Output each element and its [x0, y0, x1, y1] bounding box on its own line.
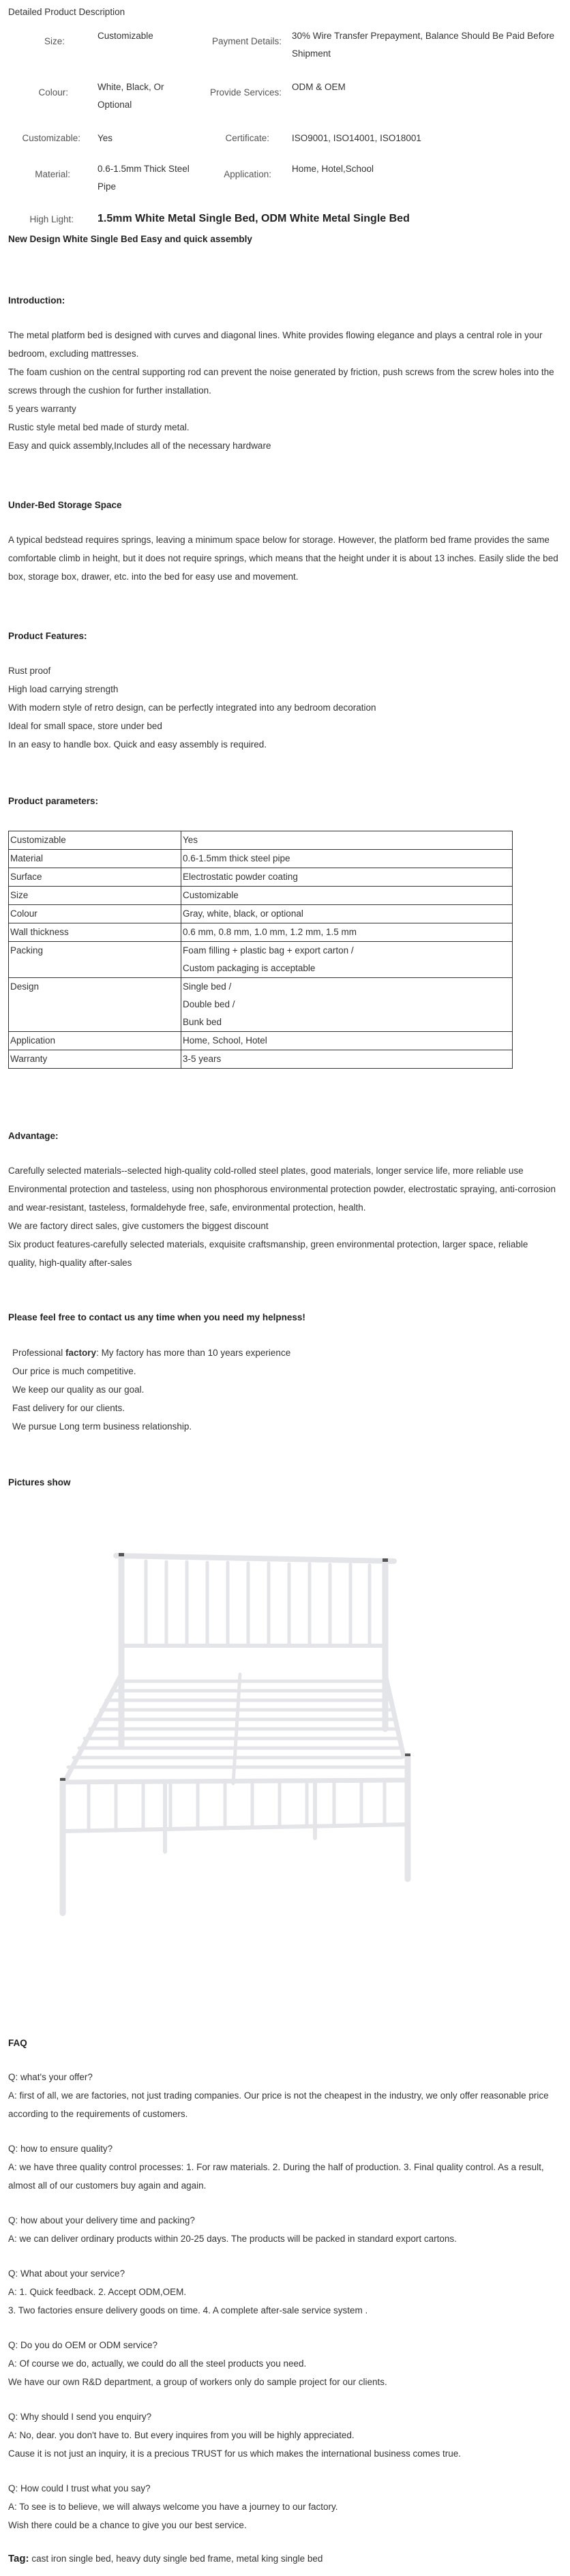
tag-line — [8, 2553, 322, 2564]
faq-question: Q: what's your offer? — [8, 2072, 93, 2082]
tag-link[interactable]: heavy duty single bed frame — [116, 2553, 232, 2564]
param-value: Electrostatic powder coating — [181, 868, 513, 887]
list-item: We pursue Long term business relationship. — [12, 1421, 192, 1432]
tag-link[interactable]: cast iron single bed — [31, 2553, 111, 2564]
faq-question: Q: What about your service? — [8, 2268, 125, 2279]
pictures-title: Pictures show — [8, 1477, 71, 1487]
advantage-title: Advantage: — [8, 1131, 59, 1141]
spec-label: Size: — [44, 36, 65, 46]
bed-illustration — [8, 1511, 425, 1988]
storage-text: A typical bedstead requires springs, leaving a minimum space below for storage. However, the platform bed frame provides the same comfortable climb in height, but it does not require springs, which means that the height under it is about 13 inches. Easily slide the bed box, storage box, drawer, etc. into the bed for easy use and movement. — [8, 535, 558, 582]
faq-question: Q: Do you do OEM or ODM service? — [8, 2340, 158, 2350]
faq-question: Q: How could I trust what you say? — [8, 2483, 151, 2493]
spec-label: Customizable: — [22, 133, 80, 143]
spec-label: Certificate: — [225, 133, 269, 143]
parameters-title: Product parameters: — [8, 796, 99, 806]
faq-answer: A: Of course we do, actually, we could do all the steel products you need. — [8, 2358, 307, 2369]
faq-list — [8, 2068, 549, 2534]
table-row — [9, 868, 513, 887]
param-value: 3-5 years — [181, 1050, 513, 1069]
spec-value: 0.6-1.5mm Thick Steel Pipe — [97, 164, 190, 192]
page-header-title: Detailed Product Description — [8, 7, 125, 17]
list-item: Professional factory: My factory has more than 10 years experience — [12, 1348, 291, 1358]
introduction-text: The metal platform bed is designed with curves and diagonal lines. White provides flowing elegance and plays a central role in your bedroom, excluding mattresses. The foam cushion on the central supporting rod can prevent the noise generated by friction, push screws from the screw holes into the screws through the cushion for further installation. 5 years warranty Rustic style metal bed made of sturdy metal. Easy and quick assembly,Includes all of the necessary hardware — [8, 330, 554, 451]
faq-answer: according to the requirements of customers. — [8, 2109, 188, 2119]
table-row — [9, 905, 513, 923]
faq-question: Q: how to ensure quality? — [8, 2144, 113, 2154]
storage-title: Under-Bed Storage Space — [8, 500, 122, 510]
faq-question: Q: Why should I send you enquiry? — [8, 2412, 152, 2422]
list-item: We keep our quality as our goal. — [12, 1385, 145, 1395]
spec-value: Customizable — [97, 31, 153, 41]
table-row — [9, 978, 513, 1032]
faq-answer: We have our own R&D department, a group of workers only do sample project for our clients. — [8, 2377, 387, 2387]
param-value: Foam filling + plastic bag + export carton / Custom packaging is acceptable — [181, 942, 513, 978]
list-item: Fast delivery for our clients. — [12, 1403, 125, 1413]
table-row — [9, 1032, 513, 1050]
list-item: Our price is much competitive. — [12, 1366, 136, 1376]
param-key: Surface — [9, 868, 181, 887]
parameters-table — [8, 831, 513, 1069]
spec-value: 30% Wire Transfer Prepayment, Balance Should Be Paid Before Shipment — [292, 31, 554, 59]
faq-answer: A: To see is to believe, we will always welcome you have a journey to our factory. — [8, 2502, 338, 2512]
product-headline: New Design White Single Bed Easy and quick assembly — [8, 234, 252, 244]
param-key: Colour — [9, 905, 181, 923]
param-key: Material — [9, 850, 181, 868]
spec-value: Yes — [97, 133, 113, 143]
spec-value: White, Black, Or Optional — [97, 82, 164, 110]
faq-answer: almost all of our customers buy again and again. — [8, 2180, 207, 2191]
highlight-label: High Light: — [29, 214, 74, 224]
param-value: Customizable — [181, 887, 513, 905]
param-key: Packing — [9, 942, 181, 978]
spec-value: Home, Hotel,School — [292, 164, 374, 174]
faq-answer: Cause it is not just an inquiry, it is a precious TRUST for us which makes the international business comes true. — [8, 2448, 462, 2459]
table-row — [9, 1050, 513, 1069]
faq-answer: A: we have three quality control processes: 1. For raw materials. 2. During the half of production. 3. Final quality control. As a result, — [8, 2162, 544, 2172]
contact-title: Please feel free to contact us any time when you need my helpness! — [8, 1312, 305, 1322]
param-value: Single bed / Double bed / Bunk bed — [181, 978, 513, 1032]
faq-title: FAQ — [8, 2038, 27, 2048]
faq-answer: A: 1. Quick feedback. 2. Accept ODM,OEM. — [8, 2287, 187, 2297]
spec-value: ISO9001, ISO14001, ISO18001 — [292, 133, 421, 143]
table-row — [9, 850, 513, 868]
tag-separator: , — [231, 2553, 234, 2564]
spec-value: ODM & OEM — [292, 82, 346, 92]
tag-label: Tag: — [8, 2553, 29, 2564]
faq-answer: A: No, dear. you don't have to. But every inquires from you will be highly appreciated. — [8, 2430, 355, 2440]
highlight-value: 1.5mm White Metal Single Bed, ODM White Metal Single Bed — [97, 213, 410, 224]
faq-answer: A: first of all, we are factories, not just trading companies. Our price is not the cheapest in the industry, we only offer reasonable price — [8, 2090, 549, 2101]
spec-label: Payment Details: — [211, 36, 282, 46]
faq-question: Q: how about your delivery time and packing? — [8, 2215, 195, 2225]
features-title: Product Features: — [8, 631, 87, 641]
table-row — [9, 923, 513, 942]
introduction-title: Introduction: — [8, 295, 65, 306]
faq-answer: 3. Two factories ensure delivery goods on time. 4. A complete after-sale service system . — [8, 2305, 368, 2315]
param-key: Design — [9, 978, 181, 1032]
param-key: Wall thickness — [9, 923, 181, 942]
spec-label: Application: — [224, 169, 271, 179]
param-value: 0.6 mm, 0.8 mm, 1.0 mm, 1.2 mm, 1.5 mm — [181, 923, 513, 942]
features-list: Rust proof High load carrying strength With modern style of retro design, can be perfectly integrated into any bedroom decoration Ideal for small space, store under bed In an easy to handle box. Quick and easy assembly is required. — [8, 666, 376, 750]
advantage-text: Carefully selected materials--selected high-quality cold-rolled steel plates, good materials, longer service life, more reliable use Environmental protection and tasteless, using non phosphorous environmental protection powder, electrostatic spraying, anti-corrosion and wear-resistant, tasteless, formaldehyde free, safe, environmental protection, health. We are factory direct sales, give customers the biggest discount Six product features-carefully selected materials, exquisite craftsmanship, green environmental protection, larger space, reliable quality, high-quality after-sales — [8, 1166, 556, 1268]
param-key: Warranty — [9, 1050, 181, 1069]
param-key: Application — [9, 1032, 181, 1050]
param-value: Gray, white, black, or optional — [181, 905, 513, 923]
param-value: Yes — [181, 831, 513, 850]
spec-label: Provide Services: — [209, 87, 282, 98]
faq-answer: Wish there could be a chance to give you our best service. — [8, 2520, 247, 2530]
param-value: Home, School, Hotel — [181, 1032, 513, 1050]
param-key: Size — [9, 887, 181, 905]
product-photo — [8, 1511, 425, 1988]
table-row — [9, 942, 513, 978]
spec-label: Colour: — [38, 87, 68, 98]
param-value: 0.6-1.5mm thick steel pipe — [181, 850, 513, 868]
table-row — [9, 887, 513, 905]
spec-label: Material: — [35, 169, 70, 179]
contact-list — [12, 1344, 290, 1436]
table-row — [9, 831, 513, 850]
param-key: Customizable — [9, 831, 181, 850]
tag-separator: , — [110, 2553, 114, 2564]
faq-answer: A: we can deliver ordinary products within 20-25 days. The products will be packed in standard export cartons. — [8, 2234, 457, 2244]
tag-link[interactable]: metal king single bed — [236, 2553, 323, 2564]
